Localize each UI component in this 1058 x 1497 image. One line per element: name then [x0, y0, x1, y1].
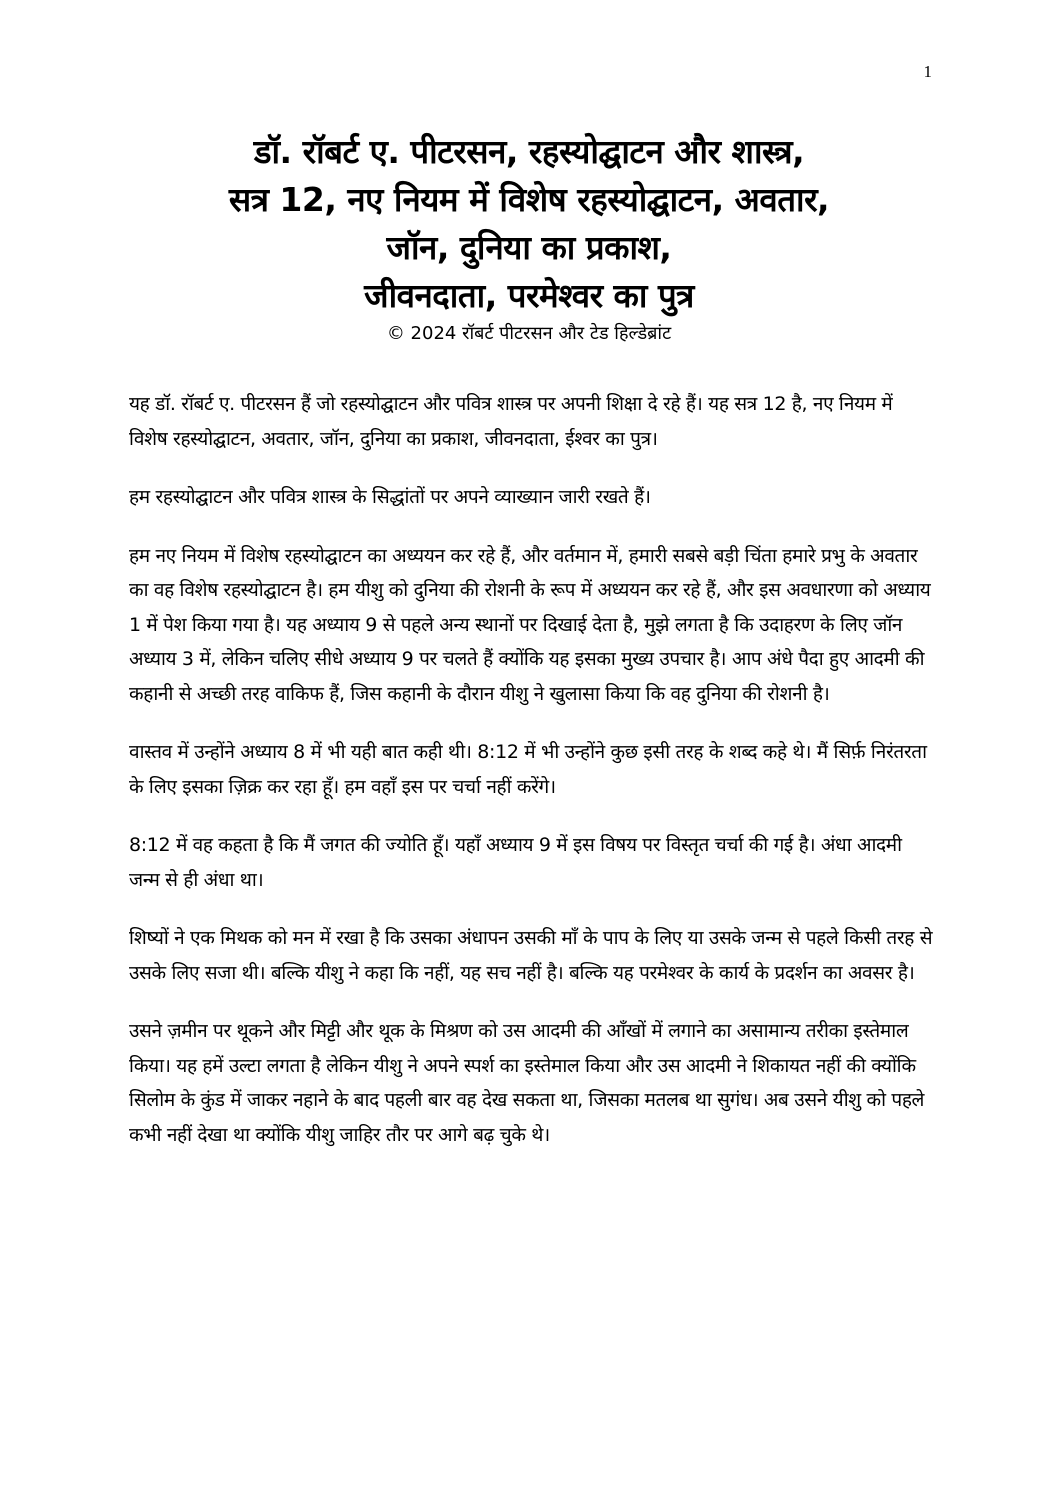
document-header [120, 128, 938, 348]
paragraph-7: उसने ज़मीन पर थूकने और मिट्टी और थूक के मिश्रण को उस आदमी की आँखों में लगाने का असामान्य तरीका इस्तेमाल किया। यह हमें उल्टा लगता है लेकिन यीशु ने अपने स्पर्श का इस्तेमाल किया और उस आदमी ने शिकायत नहीं की क्योंकि सिलोम के कुंड में जाकर नहाने के बाद पहली बार वह देख सकता था, जिसका मतलब था सुगंध। अब उसने यीशु को पहले कभी नहीं देखा था क्योंकि यीशु जाहिर तौर पर आगे बढ़ चुके थे। [129, 1020, 925, 1146]
title-line-1: डॉ. रॉबर्ट ए. पीटरसन, रहस्योद्घाटन और शास्त्र, [253, 132, 805, 171]
title-line-4: जीवनदाता, परमेश्वर का पुत्र [364, 276, 694, 315]
document-body [129, 387, 934, 1176]
paragraph-5: 8:12 में वह कहता है कि मैं जगत की ज्योति हूँ। यहाँ अध्याय 9 में इस विषय पर विस्तृत चर्चा की गई है। अंधा आदमी जन्म से ही अंधा था। [129, 834, 902, 891]
paragraph-3: हम नए नियम में विशेष रहस्योद्घाटन का अध्ययन कर रहे हैं, और वर्तमान में, हमारी सबसे बड़ी चिंता हमारे प्रभु के अवतार का वह विशेष रहस्योद्घाटन है। हम यीशु को दुनिया की रोशनी के रूप में अध्ययन कर रहे हैं, और इस अवधारणा को अध्याय 1 में पेश किया गया है। यह अध्याय 9 से पहले अन्य स्थानों पर दिखाई देता है, मुझे लगता है कि उदाहरण के लिए जॉन अध्याय 3 में, लेकिन चलिए सीधे अध्याय 9 पर चलते हैं क्योंकि यह इसका मुख्य उपचार है। आप अंधे पैदा हुए आदमी की कहानी से अच्छी तरह वाकिफ हैं, जिस कहानी के दौरान यीशु ने खुलासा किया कि वह दुनिया की रोशनी है। [129, 544, 931, 705]
title-line-2: सत्र 12, नए नियम में विशेष रहस्योद्घाटन, अवतार, [228, 180, 830, 219]
page-number: 1 [923, 62, 932, 81]
copyright-notice: © 2024 रॉबर्ट पीटरसन और टेड हिल्डेब्रांट [386, 323, 672, 344]
paragraph-1: यह डॉ. रॉबर्ट ए. पीटरसन हैं जो रहस्योद्घाटन और पवित्र शास्त्र पर अपनी शिक्षा दे रहे हैं। यह सत्र 12 है, नए नियम में विशेष रहस्योद्घाटन, अवतार, जॉन, दुनिया का प्रकाश, जीवनदाता, ईश्वर का पुत्र। [129, 393, 893, 450]
paragraph-4: वास्तव में उन्होंने अध्याय 8 में भी यही बात कही थी। 8:12 में भी उन्होंने कुछ इसी तरह के शब्द कहे थे। मैं सिर्फ़ निरंतरता के लिए इसका ज़िक्र कर रहा हूँ। हम वहाँ इस पर चर्चा नहीं करेंगे। [129, 741, 927, 798]
paragraph-6: शिष्यों ने एक मिथक को मन में रखा है कि उसका अंधापन उसकी माँ के पाप के लिए या उसके जन्म से पहले किसी तरह से उसके लिए सजा थी। बल्कि यीशु ने कहा कि नहीं, यह सच नहीं है। बल्कि यह परमेश्वर के कार्य के प्रदर्शन का अवसर है। [129, 927, 933, 984]
paragraph-2: हम रहस्योद्घाटन और पवित्र शास्त्र के सिद्धांतों पर अपने व्याख्यान जारी रखते हैं। [129, 486, 651, 508]
title-line-3: जॉन, दुनिया का प्रकाश, [386, 228, 672, 267]
